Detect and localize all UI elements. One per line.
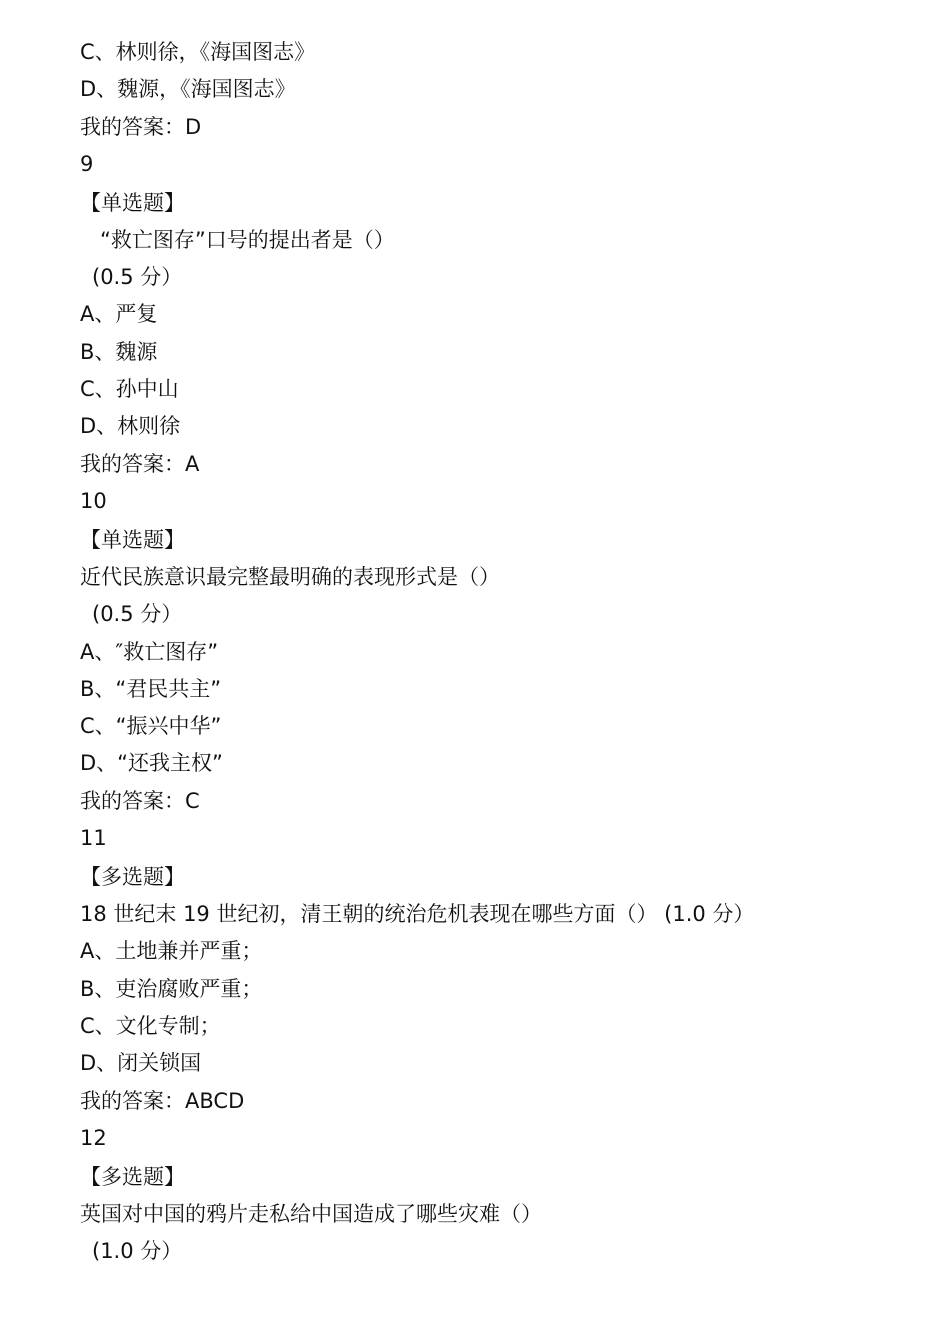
question-stem: 18 世纪末 19 世纪初，清王朝的统治危机表现在哪些方面（） (1.0 分） [80,902,755,927]
option-d: D、魏源，《海国图志》 [80,77,296,102]
question-stem: 近代民族意识最完整最明确的表现形式是（） [80,564,500,589]
option-d: D、闭关锁国 [80,1051,202,1076]
question-score: (0.5 分） [92,265,183,290]
question-type: 【多选题】 [80,1164,185,1189]
my-answer: 我的答案：ABCD [80,1088,245,1113]
option-b: B、魏源 [80,339,158,364]
option-c: C、文化专制； [80,1013,221,1038]
question-number: 9 [80,151,94,176]
question-number: 11 [80,826,107,851]
option-d: D、“还我主权” [80,751,223,776]
question-type: 【多选题】 [80,865,185,890]
question-number: 12 [80,1125,107,1150]
question-number: 10 [80,488,107,513]
option-b: B、吏治腐败严重； [80,976,263,1001]
question-type: 【单选题】 [80,527,185,552]
option-c: C、林则徐，《海国图志》 [80,40,316,64]
option-d: D、林则徐 [80,414,181,439]
my-answer: 我的答案：C [80,788,200,813]
option-b: B、“君民共主” [80,676,222,701]
question-stem: 英国对中国的鸦片走私给中国造成了哪些灾难（） [80,1201,542,1226]
option-a: A、土地兼并严重； [80,939,263,964]
option-a: A、严复 [80,302,158,327]
option-c: C、“振兴中华” [80,714,222,739]
question-type: 【单选题】 [80,190,185,215]
my-answer: 我的答案：A [80,451,200,476]
document-page [80,34,930,1270]
option-a: A、″救亡图存” [80,639,219,664]
question-score: (1.0 分） [92,1239,183,1264]
option-c: C、孙中山 [80,377,179,402]
question-stem: “救亡图存”口号的提出者是（） [100,227,395,252]
my-answer: 我的答案：D [80,114,202,139]
question-score: (0.5 分） [92,602,183,627]
